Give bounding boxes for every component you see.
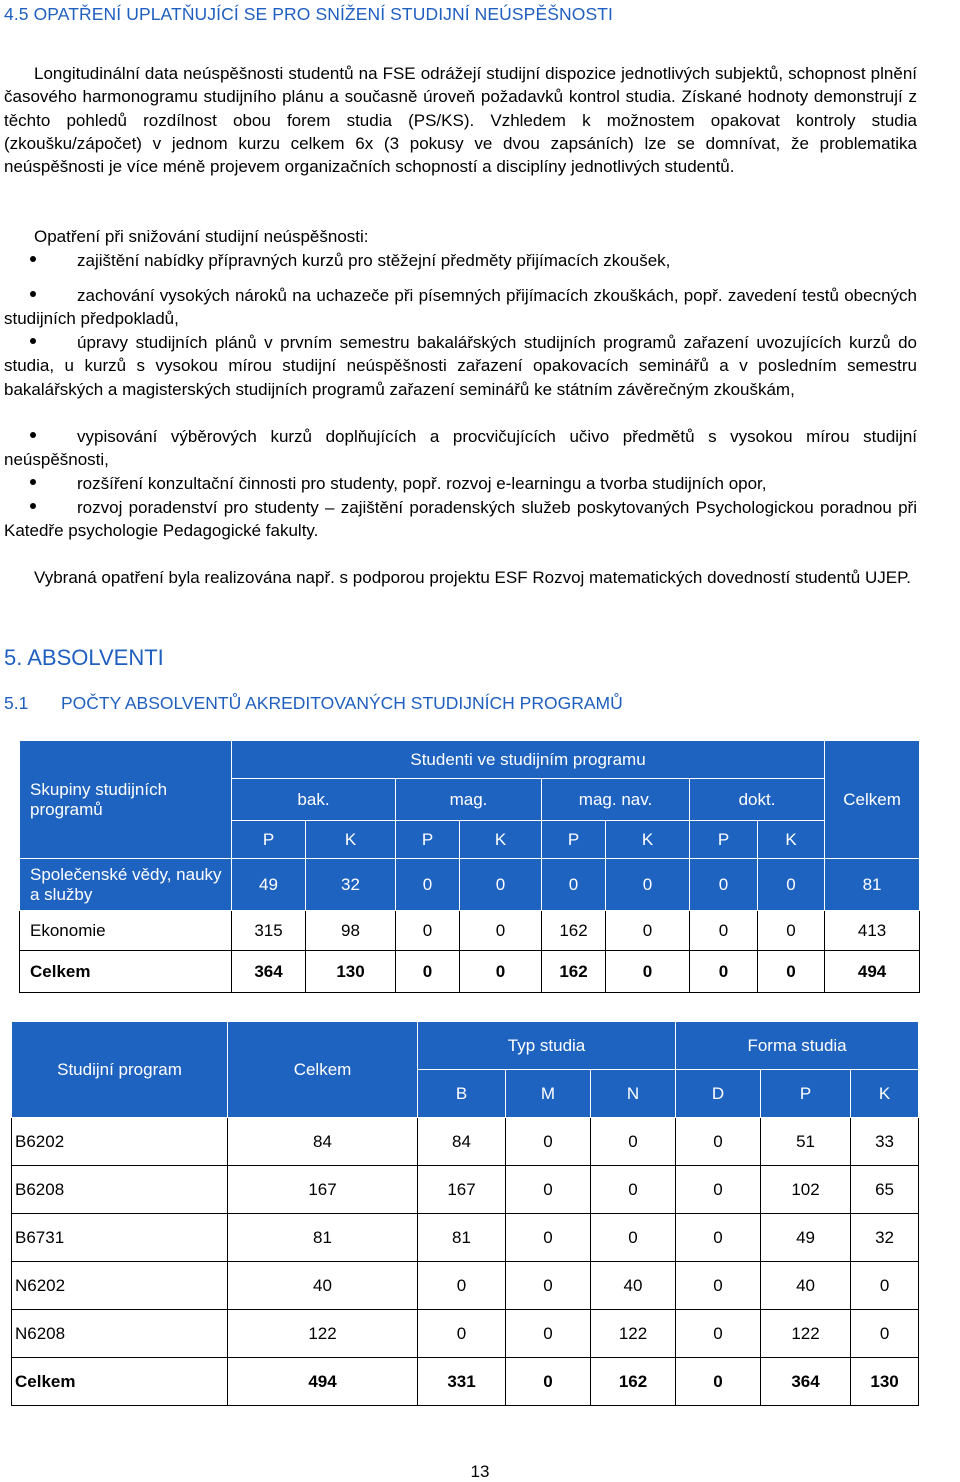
cell: 0 xyxy=(418,1262,506,1310)
cell: 33 xyxy=(851,1118,919,1166)
table-total-row xyxy=(12,1358,919,1406)
cell: 0 xyxy=(758,951,825,993)
cell: 0 xyxy=(606,859,690,911)
cell: 0 xyxy=(418,1310,506,1358)
subsection-number: 5.1 xyxy=(4,693,29,713)
cell: 40 xyxy=(228,1262,418,1310)
cell: 0 xyxy=(591,1166,676,1214)
cell: 40 xyxy=(591,1262,676,1310)
cell: 0 xyxy=(606,911,690,951)
form-header: P xyxy=(396,821,460,859)
table-row xyxy=(12,1310,919,1358)
cell: 130 xyxy=(851,1358,919,1406)
cell: 49 xyxy=(232,859,306,911)
cell: 0 xyxy=(690,859,758,911)
cell: 32 xyxy=(851,1214,919,1262)
row-label: Společenské vědy, nauky a služby xyxy=(20,859,232,911)
measures-heading-text: Opatření při snižování studijní neúspěšnosti: xyxy=(34,227,369,246)
cell: 0 xyxy=(676,1118,761,1166)
cell: 0 xyxy=(506,1118,591,1166)
cell: 0 xyxy=(676,1262,761,1310)
cell: 0 xyxy=(396,859,460,911)
cell: 65 xyxy=(851,1166,919,1214)
cell: 40 xyxy=(761,1262,851,1310)
closing-text: Vybraná opatření byla realizována např. s podporou projektu ESF Rozvoj matematických dovedností studentů UJEP. xyxy=(34,568,911,587)
bullet-item xyxy=(4,284,917,331)
cell: 51 xyxy=(761,1118,851,1166)
table-row xyxy=(12,1262,919,1310)
program-code: Celkem xyxy=(12,1358,228,1406)
cell: 494 xyxy=(228,1358,418,1406)
total-header: Celkem xyxy=(825,741,920,859)
cell: 98 xyxy=(306,911,396,951)
form-header: K xyxy=(758,821,825,859)
cell: 162 xyxy=(591,1358,676,1406)
row-total: 413 xyxy=(825,911,920,951)
cell: 0 xyxy=(542,859,606,911)
cell: 167 xyxy=(418,1166,506,1214)
cell: 315 xyxy=(232,911,306,951)
subsection-heading xyxy=(4,693,623,714)
cell: 0 xyxy=(506,1214,591,1262)
program-code: B6731 xyxy=(12,1214,228,1262)
cell: 84 xyxy=(418,1118,506,1166)
bullet-item xyxy=(4,472,917,495)
table-row xyxy=(20,911,920,951)
bullet-text: rozšíření konzultační činnosti pro studenty, popř. rozvoj e-learningu a tvorba studijních opor, xyxy=(77,474,767,493)
bullet-text: rozvoj poradenství pro studenty – zajištění poradenských služeb poskytovaných Psychologickou poradnou při Katedře psychologie Pedagogické fakulty. xyxy=(4,498,917,541)
bullet-text: zajištění nabídky přípravných kurzů pro stěžejní předměty přijímacích zkoušek, xyxy=(77,251,671,270)
row-total: 494 xyxy=(825,951,920,993)
cell: 364 xyxy=(232,951,306,993)
row-total: 81 xyxy=(825,859,920,911)
measures-heading xyxy=(4,225,917,248)
cell: 0 xyxy=(506,1358,591,1406)
table-header-row xyxy=(12,1022,919,1070)
cell: 0 xyxy=(506,1262,591,1310)
section-heading: 4.5 OPATŘENÍ UPLATŇUJÍCÍ SE PRO SNÍŽENÍ STUDIJNÍ NEÚSPĚŠNOSTI xyxy=(4,4,613,24)
type-col-header: N xyxy=(591,1070,676,1118)
cell: 0 xyxy=(676,1214,761,1262)
cell: 81 xyxy=(228,1214,418,1262)
cell: 364 xyxy=(761,1358,851,1406)
cell: 84 xyxy=(228,1118,418,1166)
cell: 102 xyxy=(761,1166,851,1214)
type-header: Typ studia xyxy=(418,1022,676,1070)
table-row xyxy=(20,859,920,911)
bullet-item xyxy=(4,425,917,472)
chapter-heading: 5. ABSOLVENTI xyxy=(4,645,164,670)
cell: 130 xyxy=(306,951,396,993)
form-header: K xyxy=(306,821,396,859)
subsection-title: POČTY ABSOLVENTŮ AKREDITOVANÝCH STUDIJNÍCH PROGRAMŮ xyxy=(61,693,623,713)
bullet-text: úpravy studijních plánů v prvním semestru bakalářských studijních programů zařazení uvozujících kurzů do studia, u kurzů s vysokou mírou studijní neúspěšnosti zařazení opakovacích seminářů a v posledním semestru bakalářských a magisterských studijních programů zařazení seminářů ke státním závěrečným zkouškám, xyxy=(4,333,917,399)
form-header: K xyxy=(460,821,542,859)
cell: 0 xyxy=(396,911,460,951)
cell: 162 xyxy=(542,911,606,951)
program-code: N6208 xyxy=(12,1310,228,1358)
program-code: B6202 xyxy=(12,1118,228,1166)
program-code: N6202 xyxy=(12,1262,228,1310)
cell: 0 xyxy=(460,859,542,911)
cell: 0 xyxy=(591,1214,676,1262)
form-header: Forma studia xyxy=(676,1022,919,1070)
cell: 0 xyxy=(676,1358,761,1406)
cell: 0 xyxy=(851,1262,919,1310)
cell: 0 xyxy=(676,1310,761,1358)
cell: 0 xyxy=(460,911,542,951)
table-row xyxy=(12,1166,919,1214)
cell: 0 xyxy=(690,951,758,993)
cell: 0 xyxy=(460,951,542,993)
cell: 0 xyxy=(606,951,690,993)
graduates-by-program-table xyxy=(11,1021,919,1406)
form-header: K xyxy=(606,821,690,859)
cell: 0 xyxy=(758,911,825,951)
cell: 32 xyxy=(306,859,396,911)
cell: 331 xyxy=(418,1358,506,1406)
table-row xyxy=(12,1214,919,1262)
cell: 0 xyxy=(591,1118,676,1166)
page-number: 13 xyxy=(470,1462,490,1481)
cell: 0 xyxy=(396,951,460,993)
type-col-header: D xyxy=(676,1070,761,1118)
cell: 0 xyxy=(851,1310,919,1358)
bullet-text: zachování vysokých nároků na uchazeče při písemných přijímacích zkouškách, popř. zavedení testů obecných studijních předpokladů, xyxy=(4,286,917,329)
level-header: mag. xyxy=(396,779,542,821)
bullet-item xyxy=(4,249,917,272)
group-header: Skupiny studijních programů xyxy=(20,741,232,859)
type-col-header: B xyxy=(418,1070,506,1118)
graduates-by-group-table xyxy=(19,740,920,993)
cell: 0 xyxy=(506,1166,591,1214)
cell: 0 xyxy=(758,859,825,911)
form-header: P xyxy=(690,821,758,859)
intro-text: Longitudinální data neúspěšnosti studentů na FSE odrážejí studijní dispozice jednotlivých subjektů, schopnost plnění časového harmonogramu studijního plánu a současně úroveň požadavků kontrol studia. Získané hodnoty demonstrují z těchto pohledů rozdílnost obou forem studia (PS/KS). Vzhledem k možnostem opakovat kontroly studia (zkoušku/zápočet) v jednom kurzu celkem 6x (3 pokusy ve dvou zapsáních) lze se domnívat, že problematika neúspěšnosti je více méně projevem organizačních schopností a disciplíny jednotlivých studentů. xyxy=(4,64,917,177)
bullet-text: vypisování výběrových kurzů doplňujících a procvičujících učivo předmětů s vysokou mírou studijní neúspěšnosti, xyxy=(4,427,917,470)
cell: 122 xyxy=(591,1310,676,1358)
level-header: dokt. xyxy=(690,779,825,821)
type-col-header: M xyxy=(506,1070,591,1118)
cell: 0 xyxy=(506,1310,591,1358)
cell: 0 xyxy=(676,1166,761,1214)
level-header: bak. xyxy=(232,779,396,821)
form-col-header: K xyxy=(851,1070,919,1118)
bullet-item xyxy=(4,496,917,543)
cell: 81 xyxy=(418,1214,506,1262)
table-header-row xyxy=(20,741,920,779)
closing-paragraph xyxy=(4,566,917,589)
table-row xyxy=(12,1118,919,1166)
bullet-item xyxy=(4,331,917,401)
cell: 167 xyxy=(228,1166,418,1214)
cell: 122 xyxy=(228,1310,418,1358)
cell: 122 xyxy=(761,1310,851,1358)
cell: 49 xyxy=(761,1214,851,1262)
form-col-header: P xyxy=(761,1070,851,1118)
form-header: P xyxy=(232,821,306,859)
total-header: Celkem xyxy=(228,1022,418,1118)
intro-paragraph xyxy=(4,62,917,178)
row-label: Ekonomie xyxy=(20,911,232,951)
program-code: B6208 xyxy=(12,1166,228,1214)
row-label: Celkem xyxy=(20,951,232,993)
students-span-header: Studenti ve studijním programu xyxy=(232,741,825,779)
cell: 162 xyxy=(542,951,606,993)
table-total-row xyxy=(20,951,920,993)
form-header: P xyxy=(542,821,606,859)
level-header: mag. nav. xyxy=(542,779,690,821)
cell: 0 xyxy=(690,911,758,951)
program-header: Studijní program xyxy=(12,1022,228,1118)
